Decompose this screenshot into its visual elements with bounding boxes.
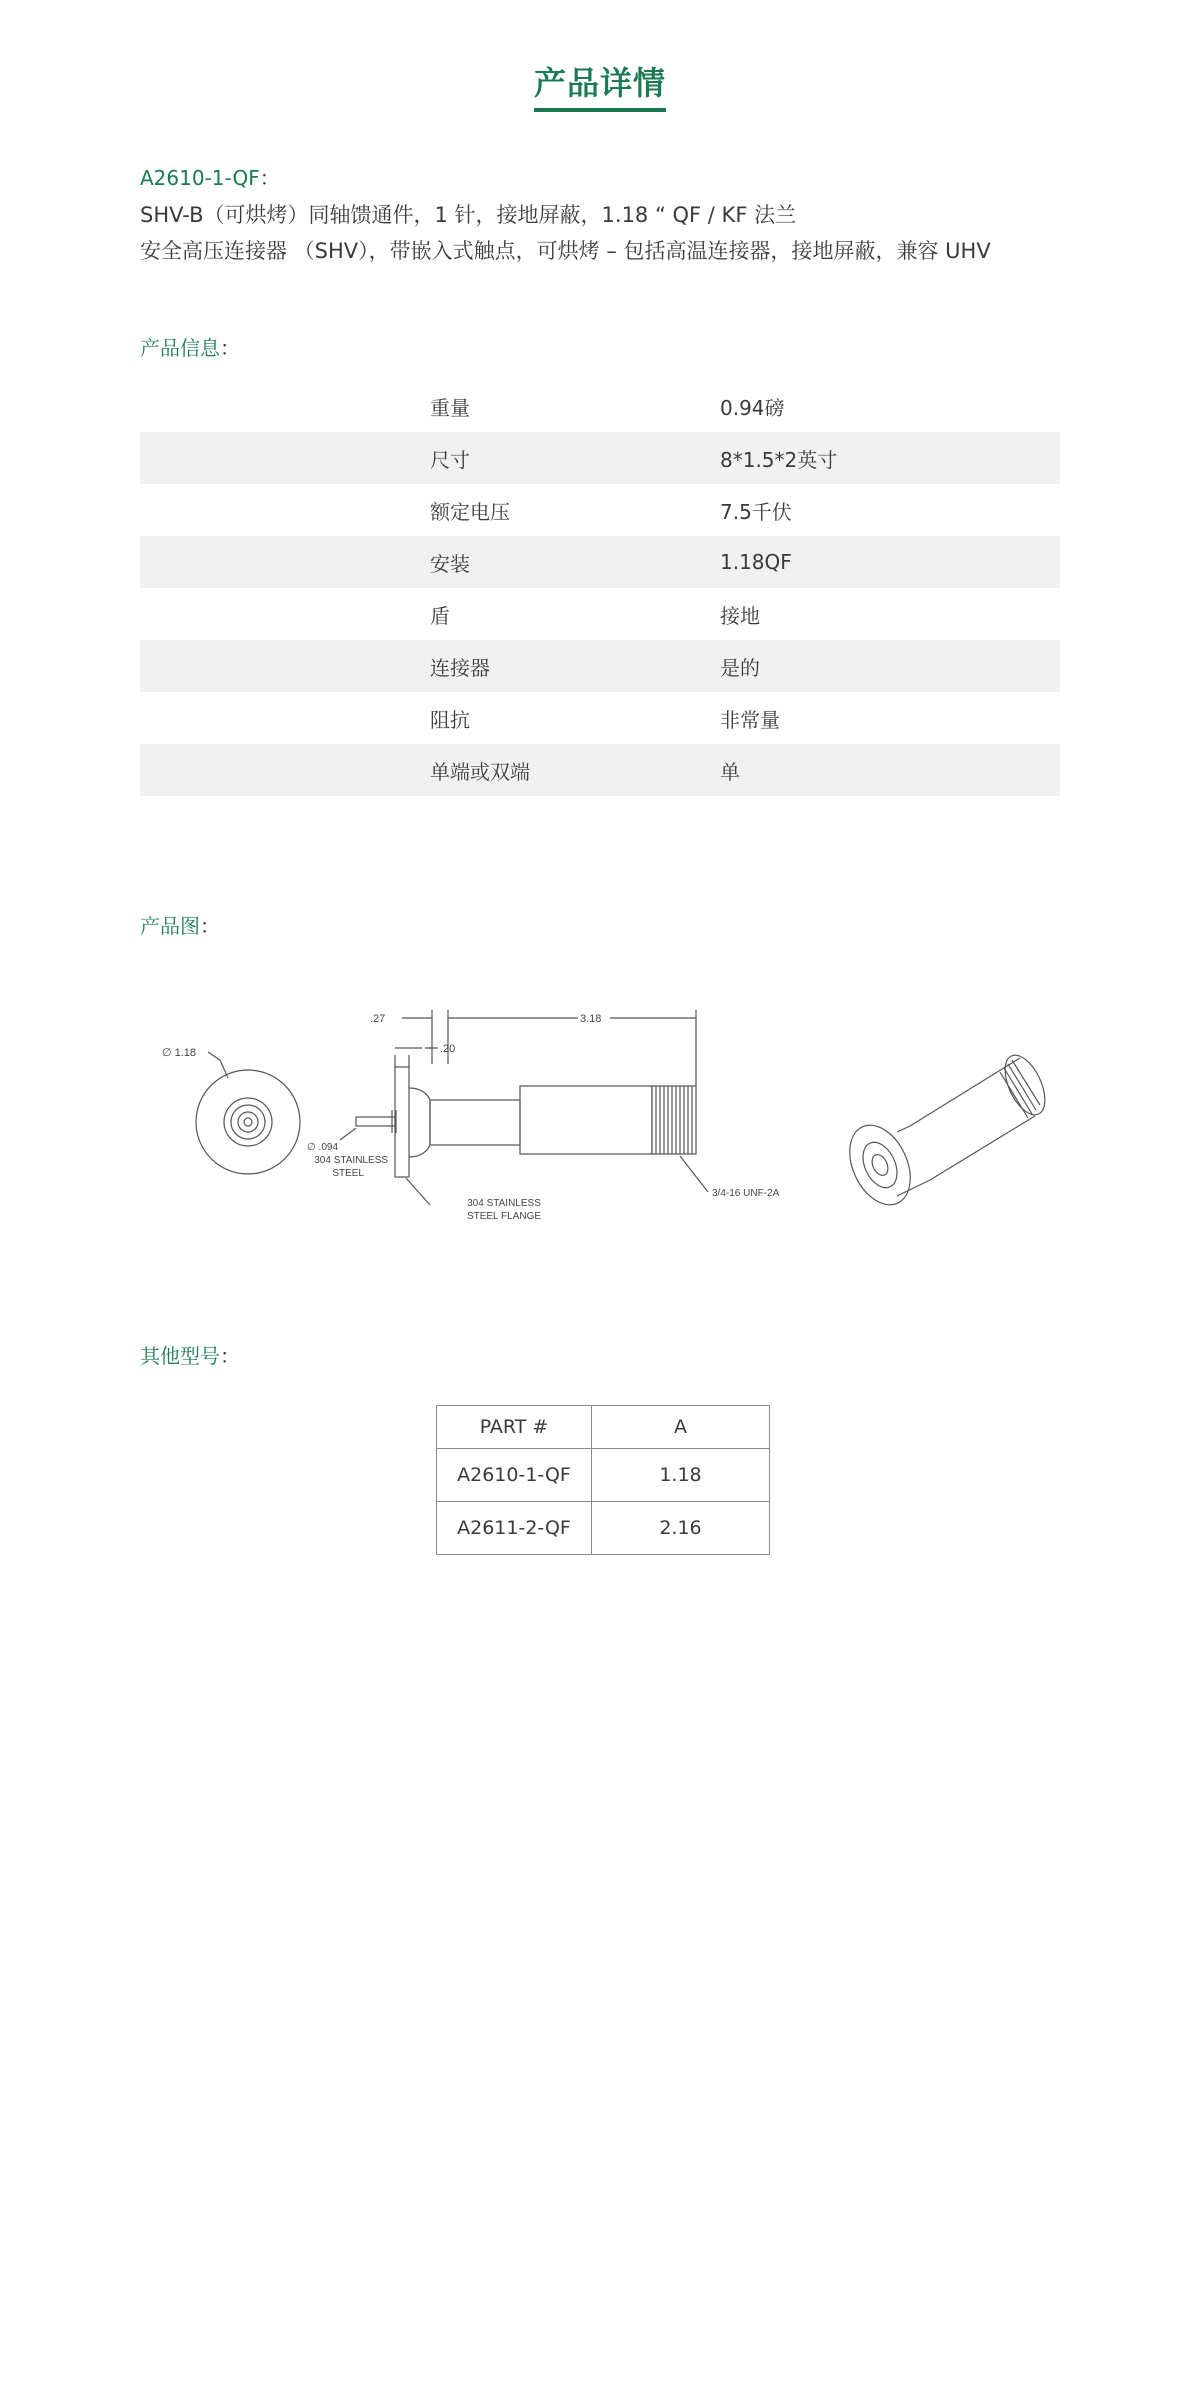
model-label — [140, 162, 280, 191]
info-row — [140, 588, 1060, 640]
info-value: 0.94磅 — [720, 395, 785, 420]
info-row — [140, 640, 1060, 692]
description-line-1: SHV-B（可烘烤）同轴馈通件，1 针，接地屏蔽，1.18 “ QF / KF 法兰 — [140, 203, 797, 227]
table-header-row — [437, 1406, 770, 1449]
cell-part: A2610-1-QF — [437, 1449, 592, 1502]
page-title-wrap — [0, 58, 1200, 112]
description-line-2: 安全高压连接器 （SHV），带嵌入式触点，可烘烤 – 包括高温连接器，接地屏蔽，兼容 UHV — [140, 239, 991, 263]
side-view — [307, 1010, 780, 1222]
info-key: 安装 — [430, 551, 470, 576]
info-value: 是的 — [720, 655, 760, 680]
section-others-text: 其他型号 — [140, 1344, 220, 1368]
cell-a: 1.18 — [592, 1449, 770, 1502]
page-title: 产品详情 — [534, 58, 666, 112]
info-row — [140, 744, 1060, 796]
section-others-colon: ： — [220, 1344, 240, 1368]
info-key: 尺寸 — [430, 447, 470, 472]
dim-20: .20 — [440, 1043, 456, 1055]
dim-27: .27 — [370, 1013, 386, 1025]
pin-dia-label: ∅ .094 — [307, 1142, 338, 1153]
model-code: A2610-1-QF — [140, 166, 260, 190]
pin-material-1: 304 STAINLESS — [314, 1155, 388, 1166]
info-value: 单 — [720, 759, 740, 784]
info-key: 阻抗 — [430, 707, 470, 732]
other-models-table — [436, 1405, 770, 1555]
flange-label-2: STEEL FLANGE — [466, 1211, 542, 1222]
front-view — [162, 1047, 300, 1174]
section-label-others — [140, 1340, 240, 1369]
section-info-text: 产品信息 — [140, 336, 220, 360]
dim-318: 3.18 — [580, 1013, 602, 1025]
section-info-colon: ： — [220, 336, 240, 360]
info-value: 1.18QF — [720, 550, 792, 574]
flange-label-1: 304 STAINLESS — [467, 1198, 541, 1209]
cell-a: 2.16 — [592, 1502, 770, 1555]
info-value: 接地 — [720, 603, 760, 628]
model-colon: ： — [259, 166, 280, 190]
header-part: PART # — [437, 1406, 592, 1449]
header-a: A — [592, 1406, 770, 1449]
info-row — [140, 432, 1060, 484]
info-key: 额定电压 — [430, 499, 510, 524]
info-row — [140, 380, 1060, 432]
section-drawing-colon: ： — [200, 914, 220, 938]
info-key: 单端或双端 — [430, 759, 530, 784]
info-row — [140, 536, 1060, 588]
isometric-view — [838, 1049, 1053, 1214]
info-key: 盾 — [430, 603, 450, 628]
table-row — [437, 1449, 770, 1502]
product-drawing — [140, 1000, 1060, 1240]
info-key: 重量 — [430, 395, 470, 420]
product-info-table — [140, 380, 1060, 796]
cell-part: A2611-2-QF — [437, 1502, 592, 1555]
thread-label: 3/4-16 UNF-2A — [712, 1188, 780, 1199]
info-value: 非常量 — [720, 707, 780, 732]
info-row — [140, 692, 1060, 744]
pin-material-2: STEEL — [332, 1168, 364, 1179]
table-row — [437, 1502, 770, 1555]
front-dia-label: ∅ 1.18 — [162, 1047, 197, 1059]
info-value: 8*1.5*2英寸 — [720, 447, 838, 472]
info-value: 7.5千伏 — [720, 499, 792, 524]
section-drawing-text: 产品图 — [140, 914, 200, 938]
section-label-info — [140, 332, 240, 361]
info-key: 连接器 — [430, 655, 490, 680]
section-label-drawing — [140, 910, 220, 939]
info-row — [140, 484, 1060, 536]
